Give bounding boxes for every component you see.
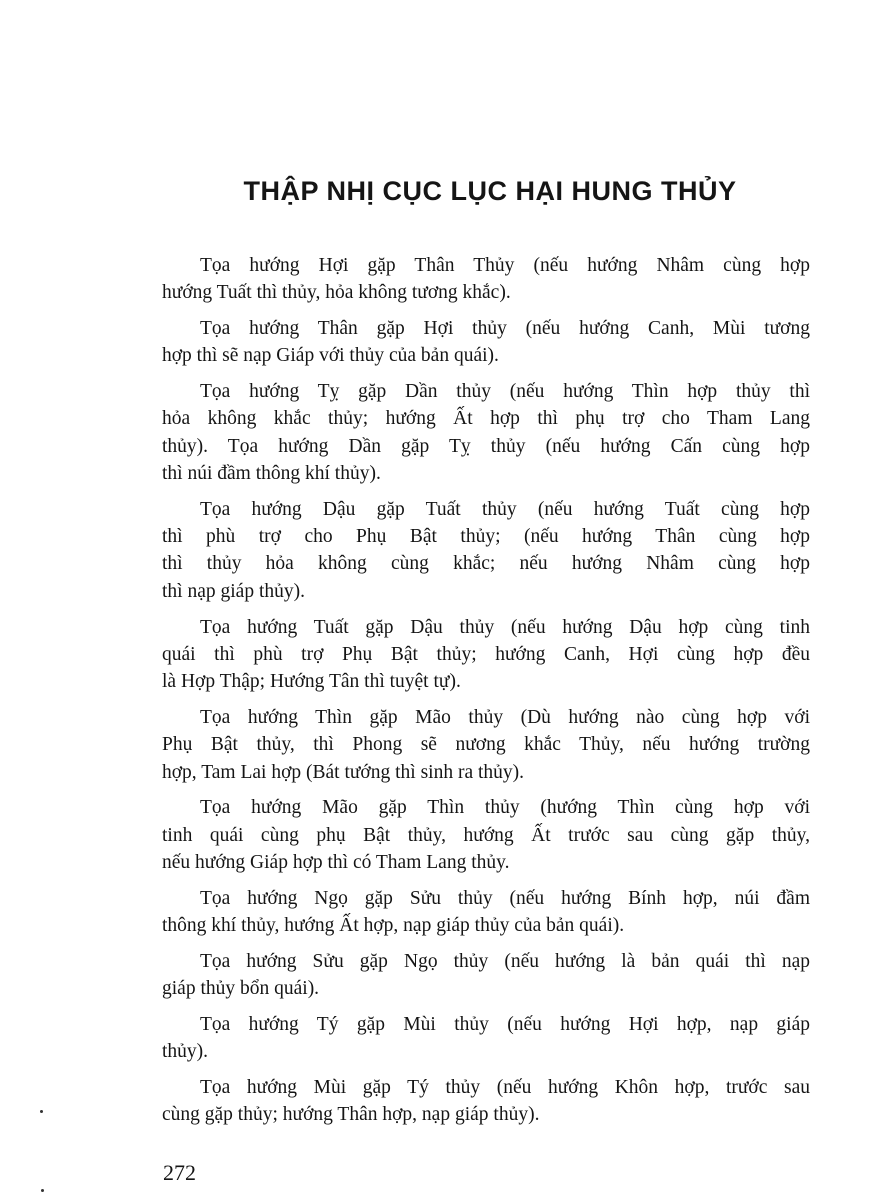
text-line: thủy). bbox=[162, 1041, 209, 1063]
text-line: Tọa hướng Hợi gặp Thân Thủy (nếu hướng Nhâm cùng hợp bbox=[200, 255, 810, 276]
paragraph bbox=[162, 1074, 810, 1129]
text-line: thì núi đầm thông khí thủy). bbox=[162, 463, 381, 485]
paragraph bbox=[162, 1011, 810, 1066]
text-line: hợp, Tam Lai hợp (Bát tướng thì sinh ra thủy). bbox=[162, 761, 525, 783]
text-line: Tọa hướng Tỵ gặp Dần thủy (nếu hướng Thìn hợp thủy thì bbox=[200, 381, 810, 403]
paragraph bbox=[162, 315, 810, 370]
text-line: thì nạp giáp thủy). bbox=[162, 580, 305, 602]
text-line: Tọa hướng Sửu gặp Ngọ thủy (nếu hướng là bản quái thì nạp bbox=[200, 950, 810, 972]
paragraph bbox=[162, 704, 810, 786]
text-line: Tọa hướng Tuất gặp Dậu thủy (nếu hướng Dậu hợp cùng tinh bbox=[200, 616, 810, 638]
text-line: Tọa hướng Thìn gặp Mão thủy (Dù hướng nào cùng hợp với bbox=[200, 706, 810, 728]
paragraph bbox=[162, 378, 810, 487]
text-line: hỏa không khắc thủy; hướng Ất hợp thì phụ trợ cho Tham Lang bbox=[162, 408, 810, 430]
document-body bbox=[162, 252, 810, 1137]
paragraph bbox=[162, 614, 810, 696]
text-line: Tọa hướng Mùi gặp Tý thủy (nếu hướng Khôn hợp, trước sau bbox=[200, 1077, 810, 1099]
text-line: Tọa hướng Tý gặp Mùi thủy (nếu hướng Hợi hợp, nạp giáp bbox=[200, 1013, 810, 1035]
text-line: Phụ Bật thủy, thì Phong sẽ nương khắc Thủy, nếu hướng trường bbox=[162, 734, 810, 756]
scan-speck bbox=[41, 1189, 44, 1192]
text-line: thủy). Tọa hướng Dần gặp Tỵ thủy (nếu hướng Cấn cùng hợp bbox=[162, 435, 810, 457]
text-line: thì thủy hỏa không cùng khắc; nếu hướng Nhâm cùng hợp bbox=[162, 553, 810, 575]
paragraph bbox=[162, 948, 810, 1003]
text-line: thì phù trợ cho Phụ Bật thủy; (nếu hướng Thân cùng hợp bbox=[162, 526, 810, 548]
page-number: 272 bbox=[163, 1160, 196, 1185]
text-line: Tọa hướng Thân gặp Hợi thủy (nếu hướng Canh, Mùi tương bbox=[200, 318, 810, 340]
text-line: Tọa hướng Dậu gặp Tuất thủy (nếu hướng Tuất cùng hợp bbox=[200, 498, 810, 520]
text-line: tinh quái cùng phụ Bật thủy, hướng Ất trước sau cùng gặp thủy, bbox=[162, 824, 810, 846]
page-title: THẬP NHỊ CỤC LỤC HẠI HUNG THỦY bbox=[243, 176, 737, 206]
text-line: hướng Tuất thì thủy, hỏa không tương khắc). bbox=[162, 282, 511, 304]
text-line: cùng gặp thủy; hướng Thân hợp, nạp giáp thủy). bbox=[162, 1104, 540, 1126]
paragraph bbox=[162, 794, 810, 876]
text-line: hợp thì sẽ nạp Giáp với thủy của bản quái). bbox=[162, 345, 499, 367]
text-line: giáp thủy bổn quái). bbox=[162, 978, 320, 1000]
text-line: quái thì phù trợ Phụ Bật thủy; hướng Canh, Hợi cùng hợp đều bbox=[162, 643, 810, 665]
text-line: Tọa hướng Mão gặp Thìn thủy (hướng Thìn cùng hợp với bbox=[200, 797, 810, 819]
paragraph bbox=[162, 885, 810, 940]
scan-speck bbox=[40, 1110, 43, 1113]
text-line: thông khí thủy, hướng Ất hợp, nạp giáp thủy của bản quái). bbox=[162, 915, 625, 937]
paragraph bbox=[162, 496, 810, 605]
text-line: nếu hướng Giáp hợp thì có Tham Lang thủy. bbox=[162, 851, 510, 873]
text-line: là Hợp Thập; Hướng Tân thì tuyệt tự). bbox=[162, 671, 461, 693]
text-line: Tọa hướng Ngọ gặp Sửu thủy (nếu hướng Bính hợp, núi đầm bbox=[200, 887, 810, 909]
paragraph bbox=[162, 252, 810, 307]
